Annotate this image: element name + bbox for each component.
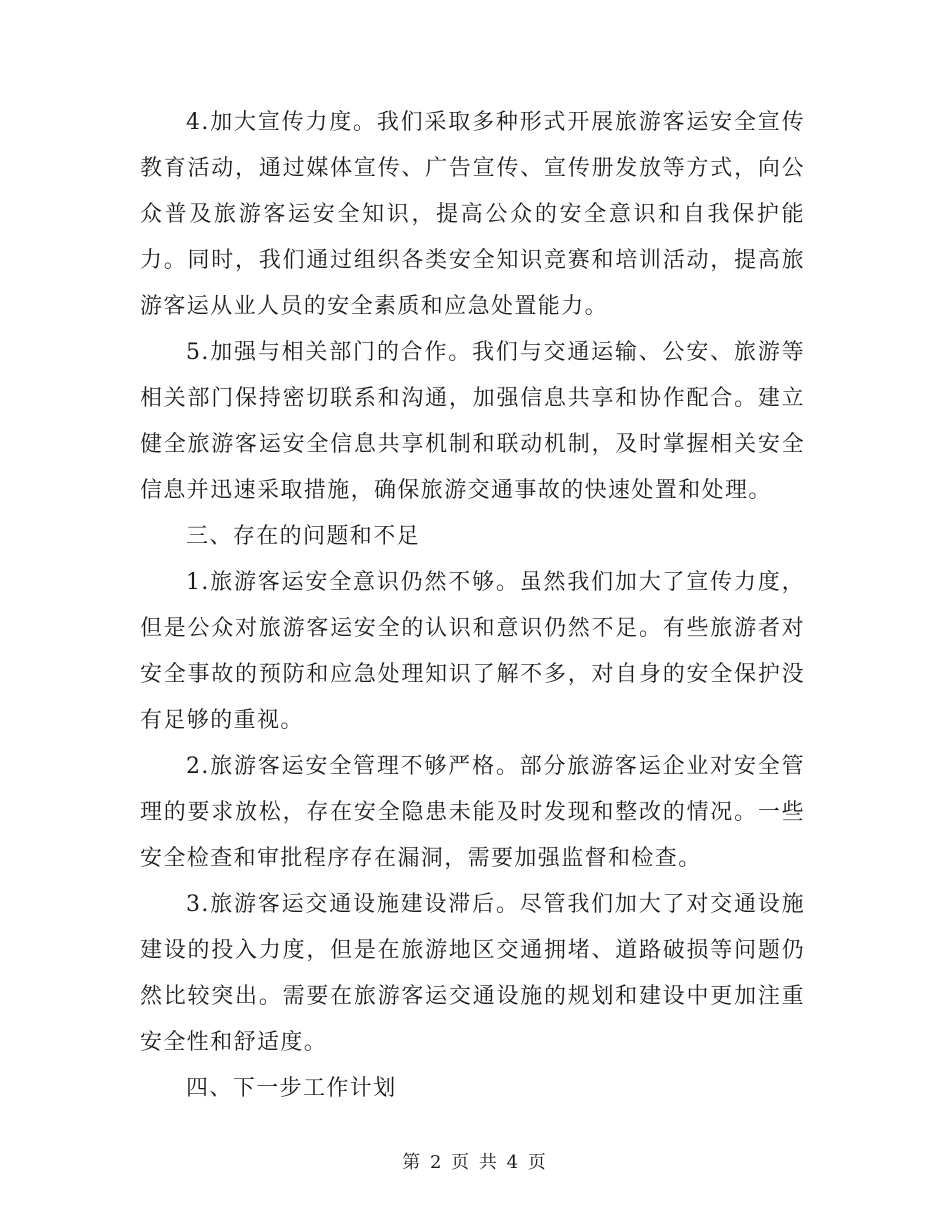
paragraph-facilities: 3.旅游客运交通设施建设滞后。尽管我们加大了对交通设施建设的投入力度，但是在旅游地区交通拥堵、道路破损等问题仍然比较突出。需要在旅游客运交通设施的规划和建设中更加注重安全性和舒适度。 [140, 892, 805, 1055]
paragraph-management: 2.旅游客运安全管理不够严格。部分旅游客运企业对安全管理的要求放松，存在安全隐患未能及时发现和整改的情况。一些安全检查和审批程序存在漏洞，需要加强监督和检查。 [140, 754, 805, 871]
document-body [140, 100, 805, 1112]
paragraph-cooperation: 5.加强与相关部门的合作。我们与交通运输、公安、旅游等相关部门保持密切联系和沟通，加强信息共享和协作配合。建立健全旅游客运安全信息共享机制和联动机制，及时掌握相关安全信息并迅速采取措施，确保旅游交通事故的快速处置和处理。 [140, 340, 805, 503]
paragraph-awareness: 1.旅游客运安全意识仍然不够。虽然我们加大了宣传力度，但是公众对旅游客运安全的认识和意识仍然不足。有些旅游者对安全事故的预防和应急处理知识了解不多，对自身的安全保护没有足够的重视。 [140, 570, 805, 733]
section-heading-next-plan: 四、下一步工作计划 [186, 1076, 397, 1101]
section-heading-problems: 三、存在的问题和不足 [186, 524, 421, 549]
paragraph-publicity: 4.加大宣传力度。我们采取多种形式开展旅游客运安全宣传教育活动，通过媒体宣传、广告宣传、宣传册发放等方式，向公众普及旅游客运安全知识，提高公众的安全意识和自我保护能力。同时，我们通过组织各类安全知识竞赛和培训活动，提高旅游客运从业人员的安全素质和应急处置能力。 [140, 110, 805, 319]
page-footer: 第 2 页 共 4 页 [402, 1152, 548, 1173]
